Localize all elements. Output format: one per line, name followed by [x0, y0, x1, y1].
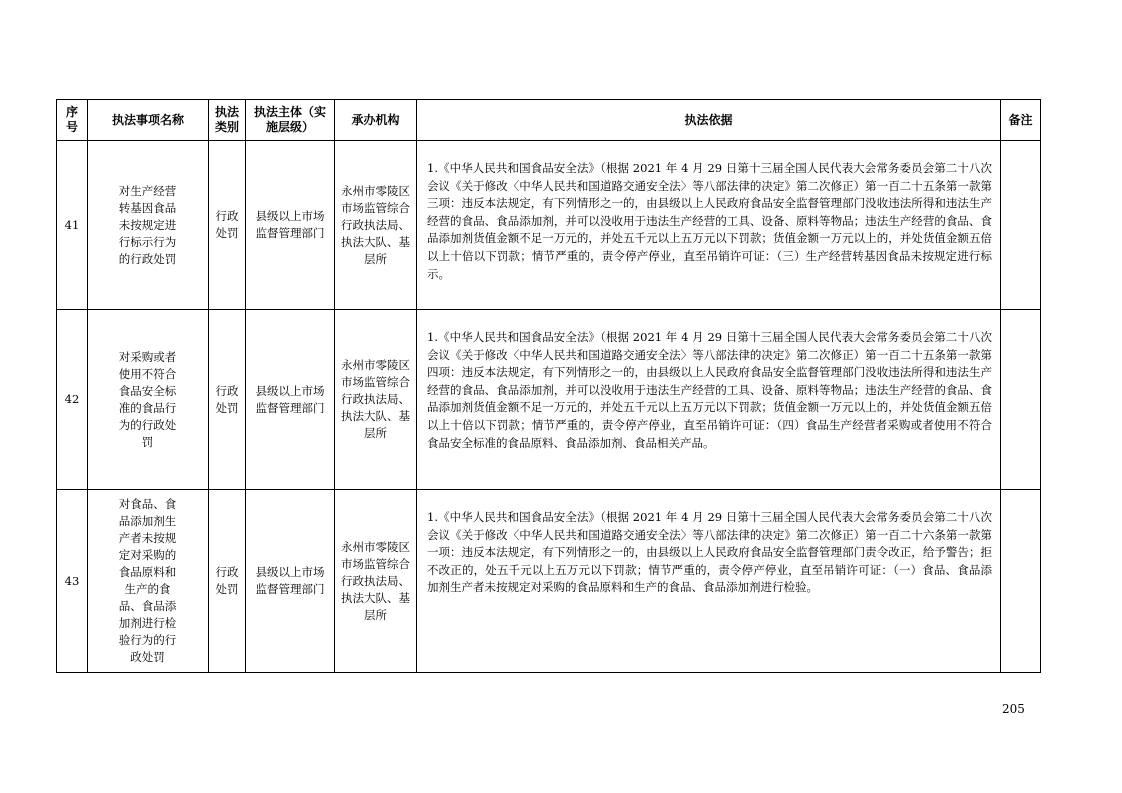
header-remarks: 备注 — [1001, 100, 1041, 141]
row-remarks — [1001, 490, 1041, 673]
row-category: 行政处罚 — [209, 310, 246, 490]
header-item-name: 执法事项名称 — [88, 100, 209, 141]
header-no: 序号 — [57, 100, 88, 141]
row-remarks — [1001, 141, 1041, 310]
row-category: 行政处罚 — [209, 141, 246, 310]
row-subject: 县级以上市场监督管理部门 — [246, 310, 335, 490]
table-row — [57, 490, 1041, 673]
row-agency: 永州市零陵区市场监管综合行政执法局、执法大队、基层所 — [335, 141, 417, 310]
header-category: 执法类别 — [209, 100, 246, 141]
row-subject: 县级以上市场监督管理部门 — [246, 490, 335, 673]
row-basis: 1.《中华人民共和国食品安全法》（根据 2021 年 4 月 29 日第十三届全国人民代表大会常务委员会第二十八次会议《关于修改〈中华人民共和国道路交通安全法〉等八部法律的决定》第二次修正）第一百二十五条第一款第四项：违反本法规定，有下列情形之一的，由县级以上人民政府食品安全监督管理部门没收违法所得和违法生产经营的食品、食品添加剂，并可以没收用于违法生产经营的工具、设备、原料等物品；违法生产经营的食品、食品添加剂货值金额不足一万元的，并处五千元以上五万元以下罚款；货值金额一万元以上的，并处货值金额五倍以上十倍以下罚款；情节严重的，责令停产停业，直至吊销许可证：（四）食品生产经营者采购或者使用不符合食品安全标准的食品原料、食品添加剂、食品相关产品。 — [417, 310, 1001, 490]
table-row — [57, 310, 1041, 490]
row-remarks — [1001, 310, 1041, 490]
row-basis: 1.《中华人民共和国食品安全法》（根据 2021 年 4 月 29 日第十三届全国人民代表大会常务委员会第二十八次会议《关于修改〈中华人民共和国道路交通安全法〉等八部法律的决定》第二次修正）第一百二十六条第一款第一项：违反本法规定，有下列情形之一的，由县级以上人民政府食品安全监督管理部门责令改正，给予警告；拒不改正的，处五千元以上五万元以下罚款；情节严重的，责令停产停业，直至吊销许可证：（一）食品、食品添加剂生产者未按规定对采购的食品原料和生产的食品、食品添加剂进行检验。 — [417, 490, 1001, 673]
row-item-name: 对生产经营转基因食品未按规定进行标示行为的行政处罚 — [88, 141, 209, 310]
row-agency: 永州市零陵区市场监管综合行政执法局、执法大队、基层所 — [335, 310, 417, 490]
enforcement-items-table — [56, 99, 1041, 673]
row-no: 43 — [57, 490, 88, 673]
row-category: 行政处罚 — [209, 490, 246, 673]
row-item-name: 对食品、食品添加剂生产者未按规定对采购的食品原料和生产的食品、食品添加剂进行检验行为的行政处罚 — [88, 490, 209, 673]
row-no: 42 — [57, 310, 88, 490]
table-header-row — [57, 100, 1041, 141]
header-basis: 执法依据 — [417, 100, 1001, 141]
header-subject: 执法主体（实施层级） — [246, 100, 335, 141]
row-agency: 永州市零陵区市场监管综合行政执法局、执法大队、基层所 — [335, 490, 417, 673]
row-subject: 县级以上市场监督管理部门 — [246, 141, 335, 310]
row-no: 41 — [57, 141, 88, 310]
row-basis: 1.《中华人民共和国食品安全法》（根据 2021 年 4 月 29 日第十三届全国人民代表大会常务委员会第二十八次会议《关于修改〈中华人民共和国道路交通安全法〉等八部法律的决定》第二次修正）第一百二十五条第一款第三项：违反本法规定，有下列情形之一的，由县级以上人民政府食品安全监督管理部门没收违法所得和违法生产经营的食品、食品添加剂，并可以没收用于违法生产经营的工具、设备、原料等物品；违法生产经营的食品、食品添加剂货值金额不足一万元的，并处五千元以上五万元以下罚款；货值金额一万元以上的，并处货值金额五倍以上十倍以下罚款；情节严重的，责令停产停业，直至吊销许可证：（三）生产经营转基因食品未按规定进行标示。 — [417, 141, 1001, 310]
table-row — [57, 141, 1041, 310]
page-number: 205 — [1002, 702, 1025, 716]
header-agency: 承办机构 — [335, 100, 417, 141]
row-item-name: 对采购或者使用不符合食品安全标准的食品行为的行政处罚 — [88, 310, 209, 490]
